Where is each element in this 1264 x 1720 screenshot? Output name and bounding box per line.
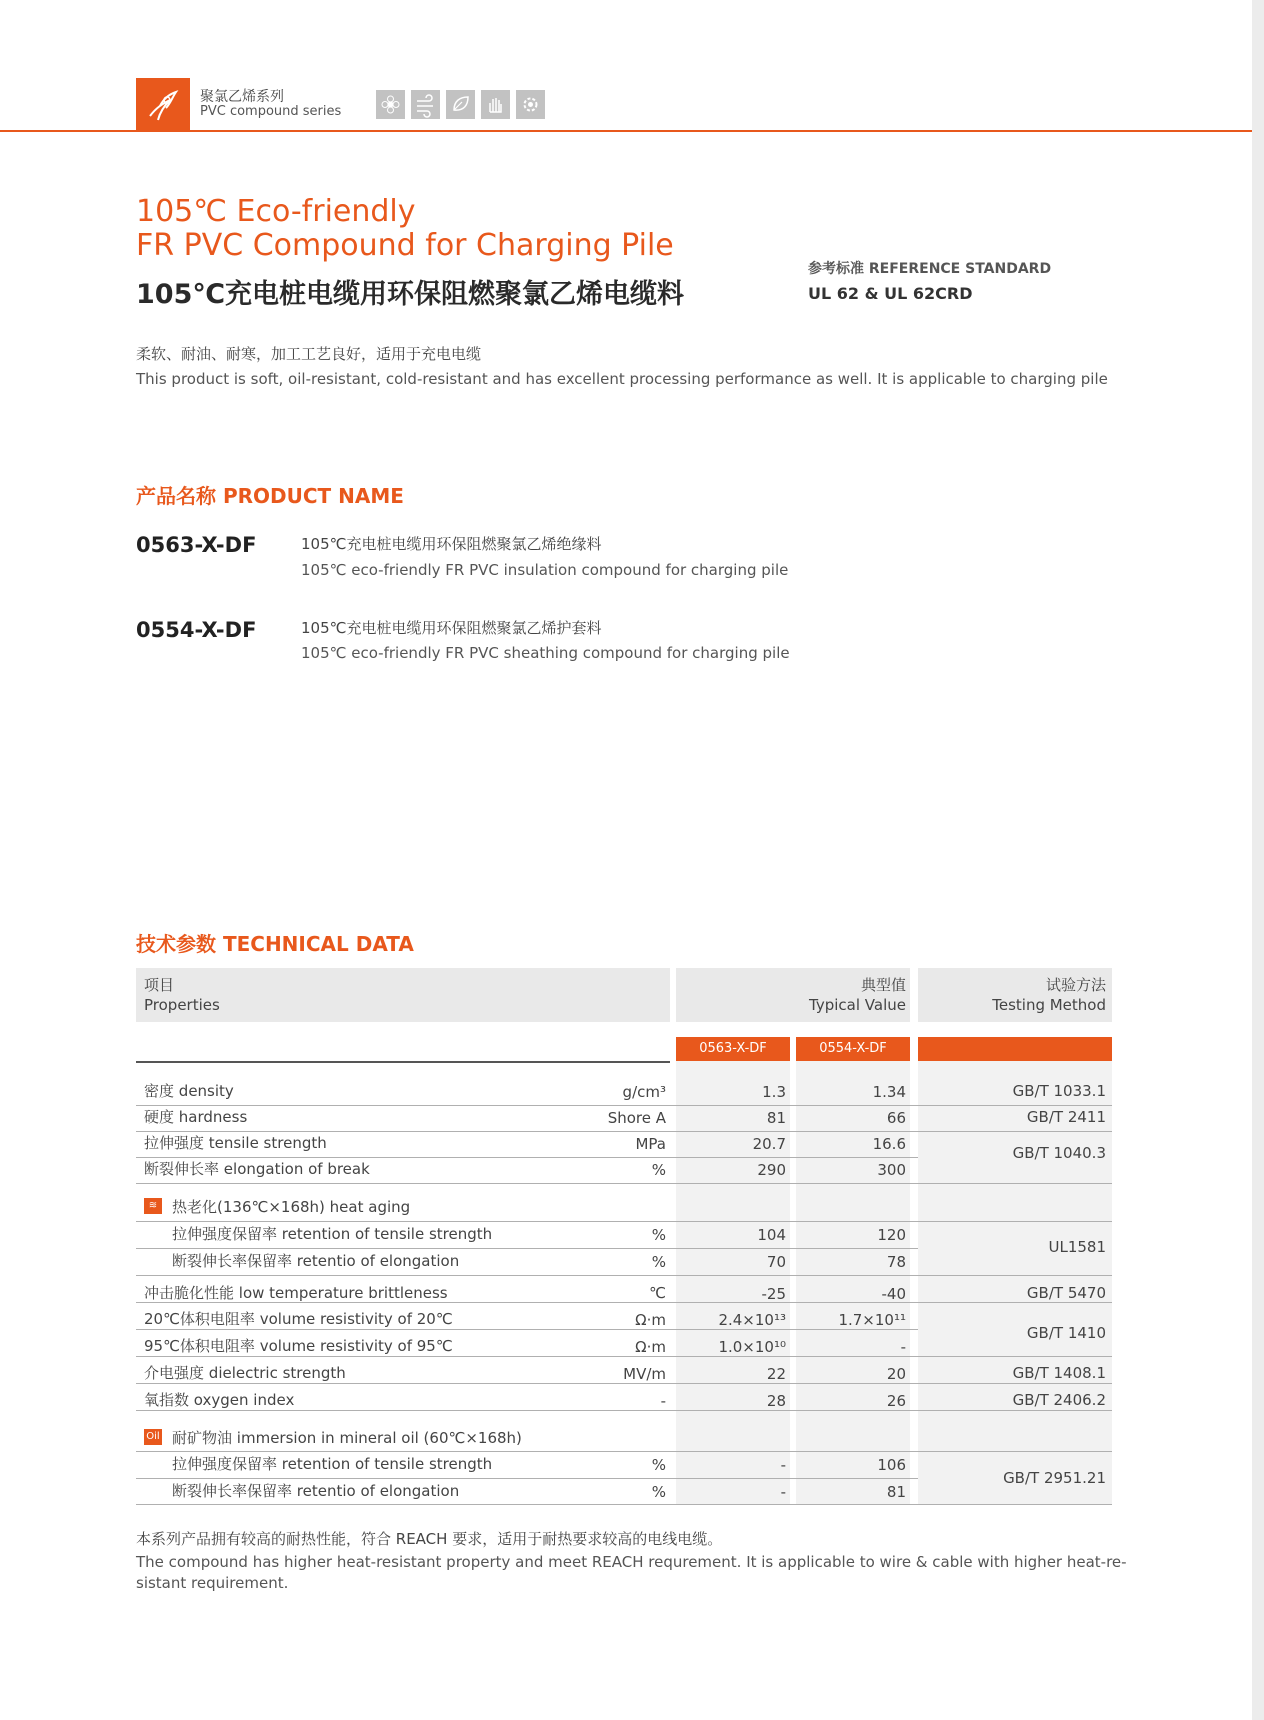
column-header-0554: 0554-X-DF bbox=[796, 1037, 910, 1061]
product-code: 0554-X-DF bbox=[136, 618, 257, 642]
footer-note-en-line1: The compound has higher heat-resistant property and meet REACH requrement. It is applicable to wire & cable with higher heat-re- bbox=[136, 1553, 1127, 1571]
heat-aging-icon: ≋ bbox=[144, 1198, 162, 1214]
column-header-0563: 0563-X-DF bbox=[676, 1037, 790, 1061]
value-0554: - bbox=[900, 1338, 906, 1356]
value-0554: 81 bbox=[886, 1483, 906, 1501]
row-label-zh: 断裂伸长率保留率 bbox=[172, 1482, 293, 1500]
row-label bbox=[172, 1224, 492, 1244]
wind-icon bbox=[411, 90, 440, 119]
row-label bbox=[172, 1251, 459, 1271]
row-unit: Shore A bbox=[607, 1109, 666, 1127]
row-label bbox=[144, 1159, 370, 1179]
row-divider bbox=[136, 1478, 918, 1479]
test-method: UL1581 bbox=[1048, 1238, 1106, 1256]
group-label-zh: 耐矿物油 bbox=[172, 1429, 233, 1447]
value-0563: 81 bbox=[766, 1109, 786, 1127]
row-label-en: hardness bbox=[178, 1108, 248, 1126]
product-name-zh: 105℃充电桩电缆用环保阻燃聚氯乙烯护套料 bbox=[301, 619, 602, 637]
value-0563: 290 bbox=[757, 1161, 786, 1179]
row-label bbox=[144, 1283, 448, 1303]
test-method: GB/T 2406.2 bbox=[1012, 1391, 1106, 1409]
value-0554: 16.6 bbox=[872, 1135, 906, 1153]
series-title-zh: 聚氯乙烯系列 bbox=[200, 89, 284, 105]
row-label bbox=[144, 1390, 294, 1410]
row-label-en: tensile strength bbox=[208, 1134, 327, 1152]
row-label-en: retention of tensile strength bbox=[281, 1455, 493, 1473]
row-label-zh: 断裂伸长率 bbox=[144, 1160, 220, 1178]
header-divider bbox=[0, 130, 1252, 132]
title-en-line1: 105℃ Eco-friendly bbox=[136, 194, 416, 229]
group-label-zh: 热老化(136℃×168h) bbox=[172, 1198, 325, 1216]
leaf-icon bbox=[446, 90, 475, 119]
row-label-zh: 20℃体积电阻率 bbox=[144, 1310, 255, 1328]
test-method: GB/T 1033.1 bbox=[1012, 1082, 1106, 1100]
series-title-en: PVC compound series bbox=[200, 104, 342, 119]
group-label-en: immersion in mineral oil (60℃×168h) bbox=[236, 1429, 522, 1447]
row-label-en: oxygen index bbox=[193, 1391, 295, 1409]
properties-header-en: Properties bbox=[144, 996, 220, 1014]
row-label-en: dielectric strength bbox=[208, 1364, 346, 1382]
group-label-en: heat aging bbox=[329, 1198, 411, 1216]
row-label-zh: 冲击脆化性能 bbox=[144, 1284, 235, 1302]
row-label-en: volume resistivity of 20℃ bbox=[259, 1310, 453, 1328]
footer-note-zh: 本系列产品拥有较高的耐热性能，符合 REACH 要求，适用于耐热要求较高的电线电缆。 bbox=[136, 1530, 723, 1548]
value-0554: 1.7×10¹¹ bbox=[838, 1311, 906, 1329]
row-label-zh: 氧指数 bbox=[144, 1391, 190, 1409]
row-label-zh: 拉伸强度保留率 bbox=[172, 1225, 278, 1243]
value-0563: 2.4×10¹³ bbox=[718, 1311, 786, 1329]
row-unit: % bbox=[651, 1226, 666, 1244]
row-label-en: retentio of elongation bbox=[296, 1482, 460, 1500]
row-divider bbox=[136, 1221, 1112, 1222]
row-label-en: low temperature brittleness bbox=[238, 1284, 448, 1302]
value-0563: 70 bbox=[766, 1253, 786, 1271]
value-0554: 1.34 bbox=[872, 1083, 906, 1101]
row-label-zh: 断裂伸长率保留率 bbox=[172, 1252, 293, 1270]
row-divider bbox=[136, 1504, 1112, 1505]
row-divider bbox=[136, 1131, 1112, 1132]
product-name-en: 105℃ eco-friendly FR PVC sheathing compound for charging pile bbox=[301, 644, 790, 662]
row-divider bbox=[136, 1451, 1112, 1452]
value-0563: - bbox=[780, 1456, 786, 1474]
technical-data-heading: 技术参数 TECHNICAL DATA bbox=[136, 932, 414, 956]
group-label bbox=[172, 1197, 410, 1217]
row-label-zh: 密度 bbox=[144, 1082, 175, 1100]
product-name-zh: 105℃充电桩电缆用环保阻燃聚氯乙烯绝缘料 bbox=[301, 535, 602, 553]
value-0563: 20.7 bbox=[752, 1135, 786, 1153]
test-method: GB/T 5470 bbox=[1026, 1284, 1106, 1302]
testing-method-header-zh: 试验方法 bbox=[1045, 976, 1106, 994]
row-label-en: density bbox=[178, 1082, 234, 1100]
row-unit: Ω·m bbox=[635, 1338, 666, 1356]
test-method: GB/T 1040.3 bbox=[1012, 1144, 1106, 1162]
row-divider bbox=[136, 1410, 1112, 1411]
value-0563: - bbox=[780, 1483, 786, 1501]
row-unit: ℃ bbox=[649, 1284, 666, 1302]
row-divider bbox=[136, 1356, 1112, 1357]
row-label-en: volume resistivity of 95℃ bbox=[259, 1337, 453, 1355]
value-0563: 28 bbox=[766, 1392, 786, 1410]
row-unit: MPa bbox=[635, 1135, 666, 1153]
product-name-en: 105℃ eco-friendly FR PVC insulation compound for charging pile bbox=[301, 561, 789, 579]
row-label bbox=[144, 1081, 234, 1101]
row-label-zh: 拉伸强度 bbox=[144, 1134, 205, 1152]
flower-icon bbox=[376, 90, 405, 119]
test-method: GB/T 1408.1 bbox=[1012, 1364, 1106, 1382]
row-unit: - bbox=[660, 1392, 666, 1410]
oil-icon: Oil bbox=[144, 1429, 162, 1445]
value-0554: 120 bbox=[877, 1226, 906, 1244]
row-unit: % bbox=[651, 1483, 666, 1501]
test-method: GB/T 2951.21 bbox=[1003, 1469, 1106, 1487]
row-label-zh: 拉伸强度保留率 bbox=[172, 1455, 278, 1473]
row-label-en: elongation of break bbox=[223, 1160, 370, 1178]
reference-standard-label: 参考标准 REFERENCE STANDARD bbox=[808, 261, 1052, 277]
row-label bbox=[172, 1454, 492, 1474]
row-unit: Ω·m bbox=[635, 1311, 666, 1329]
table-top-rule bbox=[136, 1061, 670, 1063]
row-label bbox=[144, 1336, 453, 1356]
value-0554: 78 bbox=[886, 1253, 906, 1271]
flame-logo bbox=[136, 78, 190, 130]
title-zh: 105℃充电桩电缆用环保阻燃聚氯乙烯电缆料 bbox=[136, 279, 685, 310]
row-unit: % bbox=[651, 1161, 666, 1179]
row-label bbox=[144, 1309, 453, 1329]
title-en-line2: FR PVC Compound for Charging Pile bbox=[136, 228, 674, 263]
row-label bbox=[144, 1107, 247, 1127]
description-zh: 柔软、耐油、耐寒，加工工艺良好，适用于充电电缆 bbox=[136, 345, 482, 363]
footer-note-en-line2: sistant requirement. bbox=[136, 1574, 289, 1592]
typical-value-header-en: Typical Value bbox=[809, 996, 906, 1014]
value-0554: 66 bbox=[886, 1109, 906, 1127]
row-label-en: retentio of elongation bbox=[296, 1252, 460, 1270]
row-unit: % bbox=[651, 1456, 666, 1474]
row-label bbox=[172, 1481, 459, 1501]
value-0554: 300 bbox=[877, 1161, 906, 1179]
row-label bbox=[144, 1133, 327, 1153]
value-0554: 26 bbox=[886, 1392, 906, 1410]
value-0563: 1.0×10¹⁰ bbox=[718, 1338, 786, 1356]
product-name-heading: 产品名称 PRODUCT NAME bbox=[136, 484, 404, 508]
row-divider bbox=[136, 1248, 918, 1249]
row-divider bbox=[136, 1275, 1112, 1276]
row-divider bbox=[136, 1183, 1112, 1184]
row-divider bbox=[136, 1329, 918, 1330]
value-0554: 20 bbox=[886, 1365, 906, 1383]
value-0554: 106 bbox=[877, 1456, 906, 1474]
row-unit: g/cm³ bbox=[622, 1083, 666, 1101]
value-0563: 22 bbox=[766, 1365, 786, 1383]
product-code: 0563-X-DF bbox=[136, 533, 257, 557]
row-divider bbox=[136, 1105, 1112, 1106]
description-en: This product is soft, oil-resistant, cold-resistant and has excellent processing performance as well. It is applicable to charging pile bbox=[136, 370, 1108, 388]
row-unit: MV/m bbox=[623, 1365, 666, 1383]
hand-icon bbox=[481, 90, 510, 119]
row-label-zh: 硬度 bbox=[144, 1108, 175, 1126]
reference-standard-value: UL 62 & UL 62CRD bbox=[808, 284, 973, 303]
group-label bbox=[172, 1428, 522, 1448]
page-edge-strip bbox=[1252, 0, 1264, 1720]
row-divider bbox=[136, 1157, 918, 1158]
row-unit: % bbox=[651, 1253, 666, 1271]
test-method: GB/T 2411 bbox=[1026, 1108, 1106, 1126]
gear-icon bbox=[516, 90, 545, 119]
properties-header-zh: 项目 bbox=[144, 976, 175, 994]
value-0563: 104 bbox=[757, 1226, 786, 1244]
row-label-zh: 95℃体积电阻率 bbox=[144, 1337, 255, 1355]
test-method: GB/T 1410 bbox=[1026, 1324, 1106, 1342]
typical-value-header-zh: 典型值 bbox=[860, 976, 906, 994]
value-0554: -40 bbox=[881, 1285, 906, 1303]
testing-method-header-en: Testing Method bbox=[992, 996, 1106, 1014]
row-label bbox=[144, 1363, 346, 1383]
value-0563: -25 bbox=[761, 1285, 786, 1303]
column-header-method bbox=[918, 1037, 1112, 1061]
row-label-zh: 介电强度 bbox=[144, 1364, 205, 1382]
row-label-en: retention of tensile strength bbox=[281, 1225, 493, 1243]
value-0563: 1.3 bbox=[762, 1083, 786, 1101]
